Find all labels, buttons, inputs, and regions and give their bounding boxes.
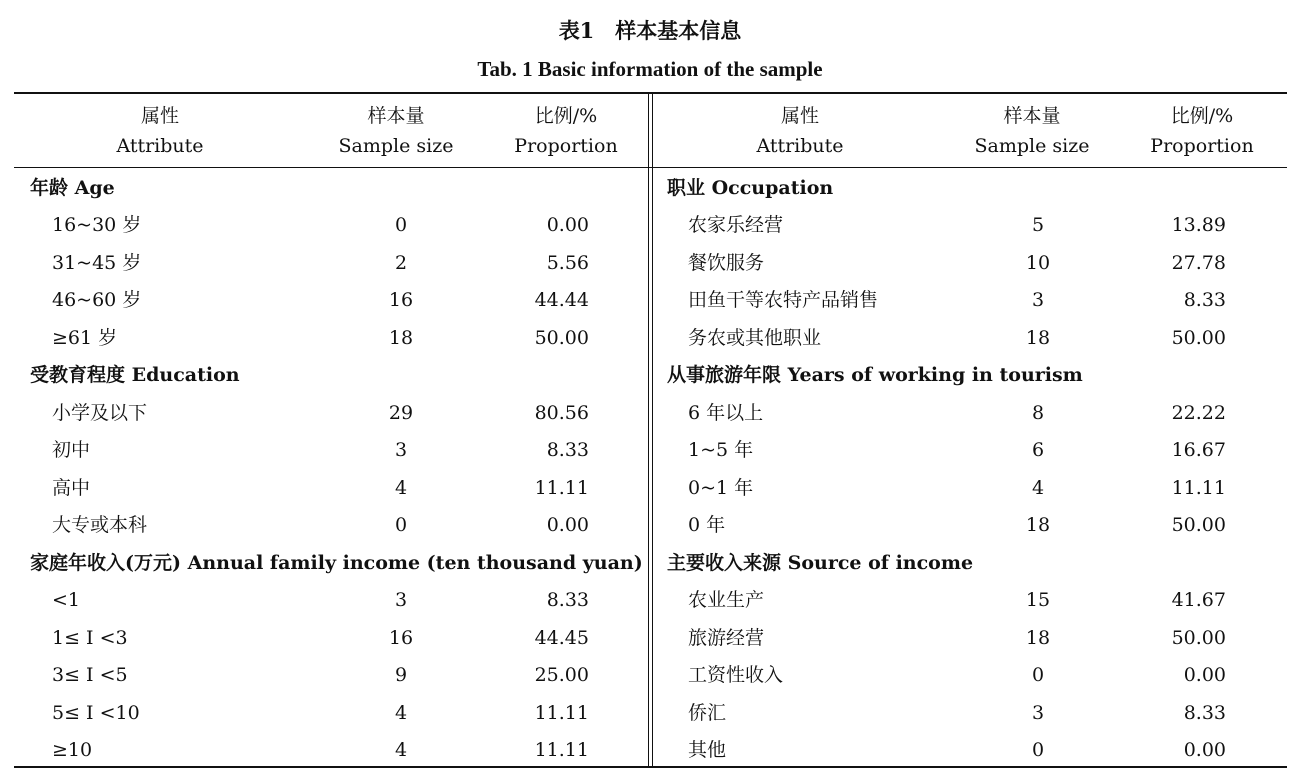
top-rule [14, 92, 1287, 94]
row-sample-size: 3 [1031, 701, 1045, 724]
section-heading: 年龄 Age [30, 177, 115, 199]
row-proportion: 5.56 [546, 251, 589, 274]
row-sample-size: 0 [1031, 664, 1045, 687]
row-sample-size: 16 [388, 289, 414, 312]
row-sample-size: 4 [394, 739, 408, 762]
row-sample-size: 18 [388, 326, 414, 349]
header-size-left: 样本量 Sample size [338, 105, 454, 157]
row-sample-size: 8 [1031, 401, 1045, 424]
row-sample-size: 6 [1031, 439, 1045, 462]
row-proportion: 25.00 [534, 664, 589, 687]
row-sample-size: 29 [388, 401, 414, 424]
row-attribute: 1≤ I <3 [52, 626, 128, 649]
row-attribute: 大专或本科 [52, 514, 148, 537]
row-sample-size: 10 [1025, 251, 1051, 274]
row-sample-size: 4 [394, 476, 408, 499]
row-proportion: 13.89 [1171, 214, 1226, 237]
row-attribute: 高中 [52, 476, 91, 499]
bottom-rule [14, 766, 1287, 768]
row-attribute: 小学及以下 [52, 401, 148, 424]
header-proportion-right: 比例/% Proportion [1150, 105, 1254, 157]
row-attribute: 侨汇 [688, 701, 727, 724]
row-attribute: 5≤ I <10 [52, 701, 140, 724]
row-attribute: 6 年以上 [688, 401, 764, 424]
row-proportion: 8.33 [1183, 701, 1226, 724]
center-divider-a [648, 93, 649, 767]
row-attribute: 农业生产 [688, 589, 765, 612]
row-proportion: 11.11 [534, 739, 589, 762]
header-attribute-right: 属性 Attribute [756, 105, 844, 157]
row-sample-size: 9 [394, 664, 408, 687]
row-sample-size: 4 [394, 701, 408, 724]
row-attribute: 工资性收入 [688, 664, 784, 687]
row-sample-size: 5 [1031, 214, 1045, 237]
row-attribute: 餐饮服务 [688, 251, 765, 274]
row-proportion: 41.67 [1171, 589, 1226, 612]
row-sample-size: 2 [394, 251, 408, 274]
section-heading: 受教育程度 Education [30, 364, 240, 387]
row-proportion: 80.56 [534, 401, 589, 424]
row-attribute: 16~30 岁 [52, 214, 142, 237]
table-caption-cn: 表1 样本基本信息 [558, 18, 742, 43]
row-attribute: 31~45 岁 [52, 251, 142, 274]
header-rule [14, 167, 1287, 168]
row-attribute: <1 [52, 589, 81, 612]
header-size-right: 样本量 Sample size [974, 105, 1090, 157]
row-proportion: 50.00 [1171, 514, 1226, 537]
header-proportion-left: 比例/% Proportion [514, 105, 618, 157]
row-proportion: 22.22 [1171, 401, 1226, 424]
row-attribute: 46~60 岁 [52, 289, 142, 312]
row-attribute: ≥10 [52, 739, 93, 762]
row-proportion: 44.44 [534, 289, 589, 312]
row-proportion: 8.33 [546, 439, 589, 462]
row-attribute: 务农或其他职业 [688, 326, 822, 349]
row-sample-size: 0 [394, 214, 408, 237]
row-proportion: 27.78 [1171, 251, 1226, 274]
section-heading: 职业 Occupation [667, 177, 834, 199]
row-attribute: 1~5 年 [688, 439, 754, 462]
row-proportion: 0.00 [1183, 664, 1226, 687]
row-attribute: 田鱼干等农特产品销售 [688, 289, 879, 312]
row-attribute: 旅游经营 [688, 626, 765, 649]
row-sample-size: 3 [394, 589, 408, 612]
row-sample-size: 0 [1031, 739, 1045, 762]
row-attribute: 0 年 [688, 514, 726, 537]
row-proportion: 16.67 [1171, 439, 1226, 462]
row-attribute: ≥61 岁 [52, 326, 118, 349]
row-proportion: 0.00 [546, 214, 589, 237]
row-attribute: 初中 [52, 439, 91, 462]
row-attribute: 3≤ I <5 [52, 664, 128, 687]
row-proportion: 11.11 [534, 476, 589, 499]
section-heading: 主要收入来源 Source of income [667, 551, 974, 574]
row-sample-size: 18 [1025, 326, 1051, 349]
row-attribute: 农家乐经营 [688, 214, 784, 237]
row-sample-size: 4 [1031, 476, 1045, 499]
row-sample-size: 18 [1025, 626, 1051, 649]
row-proportion: 0.00 [546, 514, 589, 537]
row-sample-size: 15 [1025, 589, 1051, 612]
row-proportion: 50.00 [1171, 326, 1226, 349]
row-attribute: 0~1 年 [688, 476, 754, 499]
table-caption-en: Tab. 1 Basic information of the sample [477, 57, 823, 81]
row-sample-size: 3 [394, 439, 408, 462]
row-sample-size: 3 [1031, 289, 1045, 312]
center-divider-b [652, 93, 653, 767]
row-proportion: 44.45 [534, 626, 589, 649]
row-proportion: 50.00 [534, 326, 589, 349]
row-sample-size: 0 [394, 514, 408, 537]
row-proportion: 11.11 [534, 701, 589, 724]
section-heading: 家庭年收入(万元) Annual family income (ten thousand yuan) [30, 551, 643, 574]
section-heading: 从事旅游年限 Years of working in tourism [667, 364, 1083, 387]
row-proportion: 0.00 [1183, 739, 1226, 762]
header-attribute-left: 属性 Attribute [116, 105, 204, 157]
row-sample-size: 18 [1025, 514, 1051, 537]
row-proportion: 8.33 [1183, 289, 1226, 312]
row-proportion: 11.11 [1171, 476, 1226, 499]
row-attribute: 其他 [688, 739, 727, 762]
row-proportion: 50.00 [1171, 626, 1226, 649]
row-sample-size: 16 [388, 626, 414, 649]
row-proportion: 8.33 [546, 589, 589, 612]
